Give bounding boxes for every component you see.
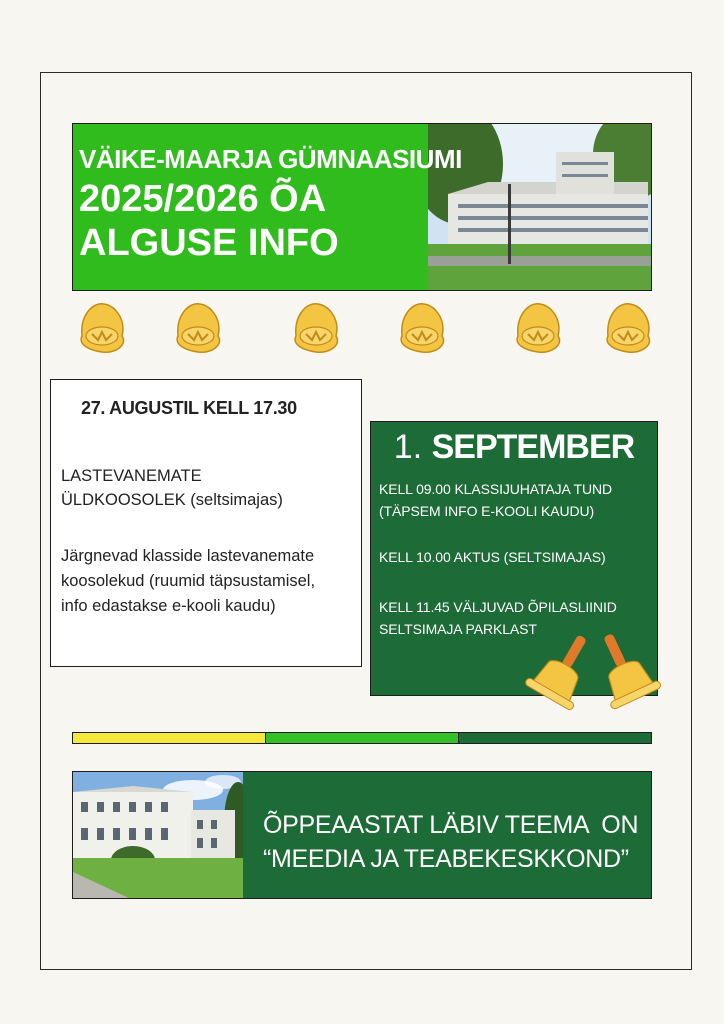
meeting-line: info edastakse e-kooli kaudu) <box>61 597 276 615</box>
theme-line: “MEEDIA JA TEABEKESKKOND” <box>263 845 629 873</box>
september-title <box>371 428 657 467</box>
schedule-item <box>379 546 606 568</box>
hand-bell-icon <box>516 630 666 715</box>
month-name: SEPTEMBER <box>431 428 635 466</box>
theme-text <box>263 808 638 876</box>
school-name: VÄIKE-MAARJA GÜMNAASIUMI <box>79 144 462 174</box>
header-title <box>79 146 462 262</box>
meeting-line: LASTEVANEMATE <box>61 467 202 485</box>
school-bell-icon <box>76 298 128 356</box>
school-bell-icon <box>602 298 654 356</box>
start-info-title: ALGUSE INFO <box>79 222 339 264</box>
theme-line: ÕPPEAASTAT LÄBIV TEEMA ON <box>263 811 639 839</box>
parents-meeting-box <box>50 379 362 667</box>
color-divider <box>72 732 652 744</box>
school-bell-icon <box>290 298 342 356</box>
schedule-item <box>379 478 612 522</box>
school-bell-icon <box>512 298 564 356</box>
schedule-text: SELTSIMAJA PARKLAST <box>379 621 537 637</box>
schedule-text: KELL 09.00 KLASSIJUHATAJA TUND <box>379 481 613 497</box>
school-year: 2025/2026 ÕA <box>79 178 327 220</box>
schedule-text: KELL 10.00 AKTUS (SELTSIMAJAS) <box>379 549 606 565</box>
divider-dark-green <box>459 733 651 743</box>
divider-green <box>266 733 459 743</box>
divider-yellow <box>73 733 266 743</box>
meeting-classes <box>61 544 361 619</box>
school-bell-icon <box>172 298 224 356</box>
meeting-line: koosolekud (ruumid täpsustamisel, <box>61 572 316 590</box>
theme-banner <box>72 771 652 899</box>
school-bell-icon <box>396 298 448 356</box>
seltsimaja-building-photo <box>73 772 243 899</box>
day-number: 1. <box>393 428 423 466</box>
bells-row <box>0 298 724 358</box>
schedule-text: KELL 11.45 VÄLJUVAD ÕPILASLIINID <box>379 599 617 615</box>
meeting-heading: 27. AUGUSTIL KELL 17.30 <box>81 398 297 418</box>
schedule-text: (TÄPSEM INFO E-KOOLI KAUDU) <box>379 503 595 519</box>
meeting-general <box>61 464 351 512</box>
header-banner <box>72 123 652 291</box>
meeting-line: ÜLDKOOSOLEK (seltsimajas) <box>61 491 283 509</box>
meeting-line: Järgnevad klasside lastevanemate <box>61 547 315 565</box>
